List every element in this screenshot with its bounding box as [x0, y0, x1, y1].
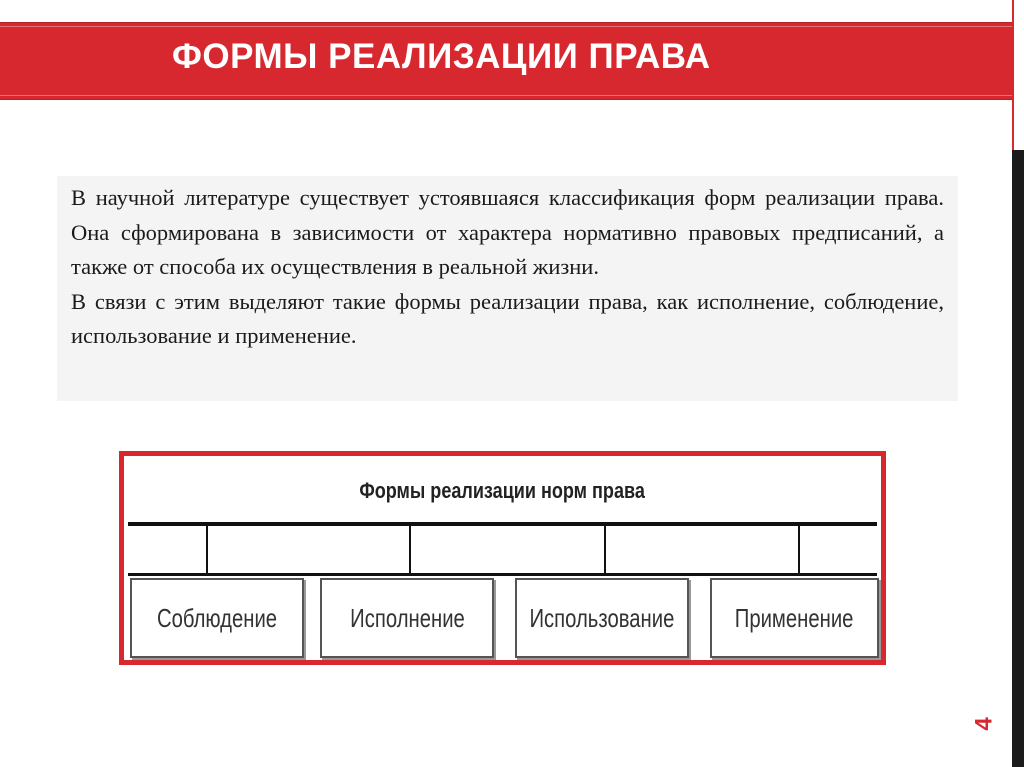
- diagram-header: [128, 460, 877, 526]
- form-label: Применение: [735, 602, 854, 633]
- connector-line: [206, 526, 208, 575]
- connector-line: [409, 526, 411, 575]
- right-edge-bar: [1012, 150, 1024, 767]
- diagram-divider: [128, 573, 877, 576]
- right-edge-line: [1012, 0, 1014, 150]
- form-label: Исполнение: [349, 602, 465, 633]
- form-label: Соблюдение: [156, 602, 278, 633]
- form-box-execution: [320, 578, 494, 658]
- paragraph-forms: В связи с этим выделяют такие формы реализации права, как исполнение, соблюдение, использование и применение.: [71, 288, 944, 348]
- forms-diagram: [119, 451, 886, 665]
- connector-line: [798, 526, 800, 575]
- text-block: [57, 176, 958, 401]
- paragraph-classification: В научной литературе существует устоявшаяся классификация форм реализации права. Она сформирована в зависимости от характера нормативно правовых предписаний, а также от способа их осуществления в реальной жизни.: [71, 185, 944, 279]
- slide-title: ФОРМЫ РЕАЛИЗАЦИИ ПРАВА: [172, 37, 711, 76]
- form-box-usage: [515, 578, 689, 658]
- form-box-observance: [130, 578, 304, 658]
- page-number: 4: [970, 717, 998, 731]
- connector-line: [604, 526, 606, 575]
- form-box-application: [710, 578, 879, 658]
- form-label: Использование: [529, 602, 675, 633]
- diagram-header-label: Формы реализации норм права: [359, 478, 646, 503]
